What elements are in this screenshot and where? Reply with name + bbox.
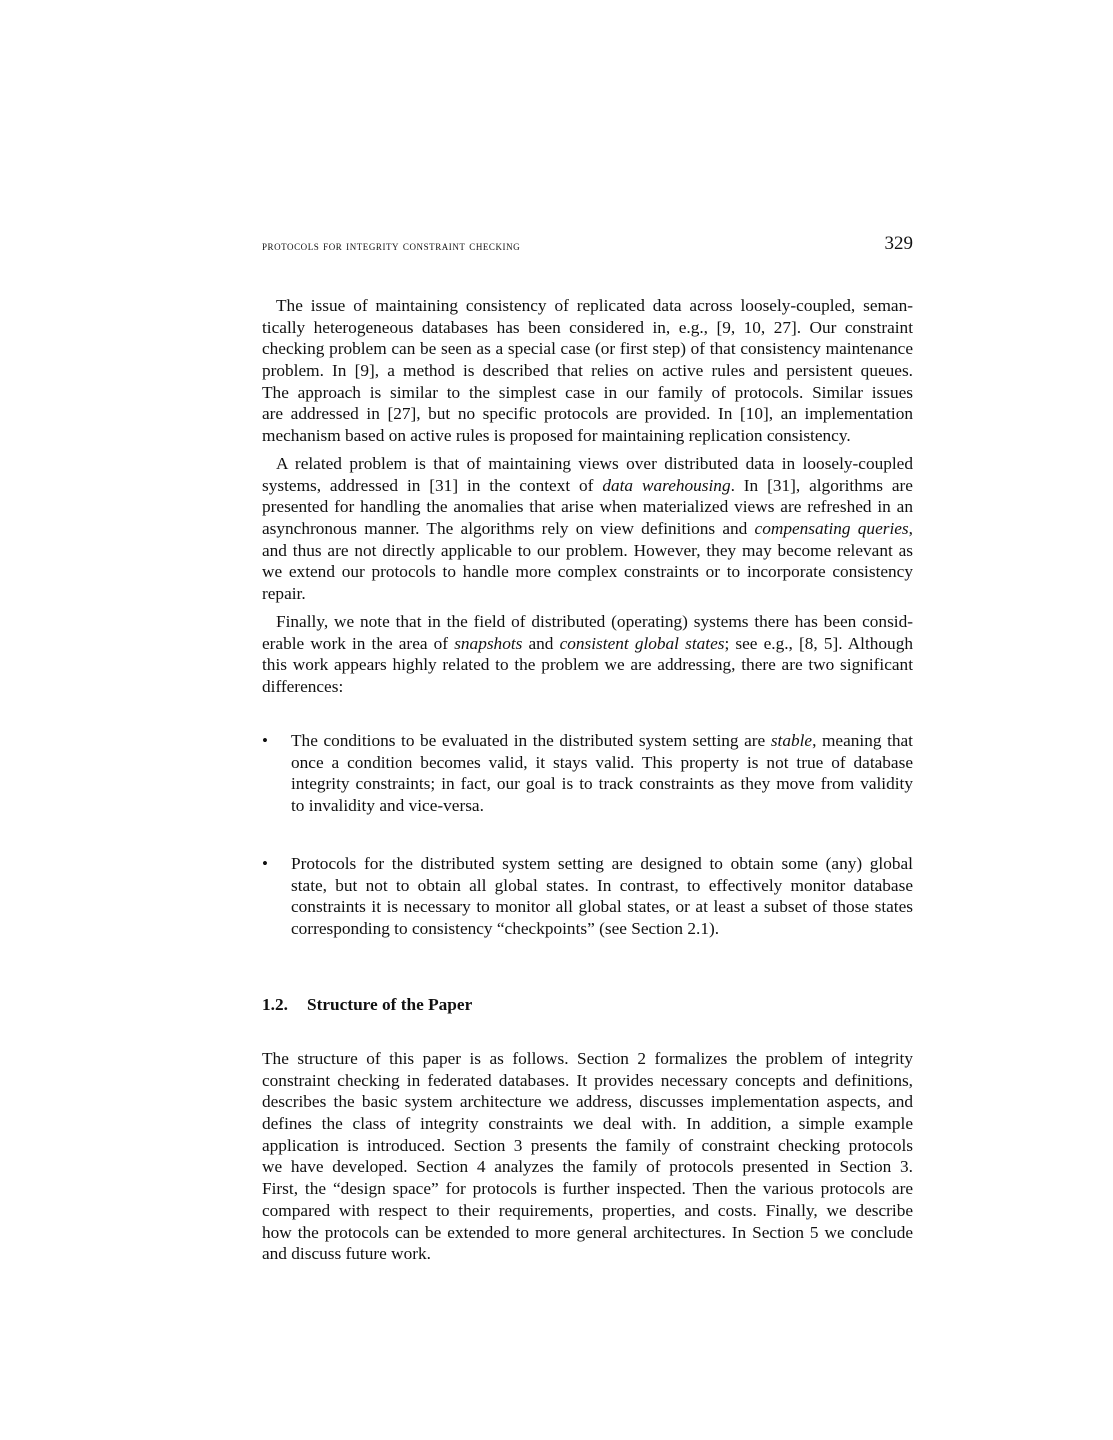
text-line [262, 1113, 913, 1135]
text-run: A related problem is that of maintaining views over distributed data in loosely-coupled [276, 454, 913, 473]
text-line [262, 540, 913, 562]
text-run: erable work in the area of [262, 633, 455, 653]
text-line [291, 752, 913, 774]
emphasized-text: consistent global states [559, 633, 725, 653]
text-line [262, 611, 913, 633]
text-run: we have developed. Section 4 analyzes the family of protocols presented in Section 3. [262, 1157, 913, 1177]
bullet-text [291, 730, 913, 817]
paragraph-views [262, 453, 913, 605]
text-line [262, 1091, 913, 1113]
text-line [262, 1135, 913, 1157]
text-run: and discuss future work. [262, 1244, 431, 1264]
emphasized-text: stable [770, 731, 813, 750]
text-line [262, 561, 913, 583]
text-line [262, 633, 913, 655]
text-run: differences: [262, 677, 344, 697]
text-line [262, 1048, 913, 1070]
text-line [291, 773, 913, 795]
text-run: describes the basic system architecture we address, discusses implementation aspects, and [262, 1092, 913, 1112]
text-run: we extend our protocols to handle more complex constraints or to incorporate consistency [262, 562, 913, 582]
text-line [262, 654, 913, 676]
text-run: to invalidity and vice-versa. [291, 796, 484, 816]
text-run: checking problem can be seen as a special case (or first step) of that consistency maintenance [262, 339, 913, 359]
text-run: The conditions to be evaluated in the distributed system setting are [291, 731, 771, 750]
text-line [262, 475, 913, 497]
section-number: 1.2. [262, 995, 288, 1014]
paragraph-structure [262, 1048, 913, 1265]
text-line [262, 382, 913, 404]
text-line [262, 518, 913, 540]
text-run: Finally, we note that in the field of distributed (operating) systems there has been consid- [276, 612, 913, 631]
text-run: how the protocols can be extended to more general architectures. In Section 5 we conclude [262, 1222, 913, 1242]
text-line [262, 338, 913, 360]
text-run: mechanism based on active rules is proposed for maintaining replication consistency. [262, 426, 851, 446]
text-run: The structure of this paper is as follows. Section 2 formalizes the problem of integrity [262, 1049, 913, 1068]
text-run: corresponding to consistency “checkpoints” (see Section 2.1). [291, 919, 720, 939]
text-line [262, 1200, 913, 1222]
text-run: repair. [262, 584, 306, 604]
text-line [262, 295, 913, 317]
emphasized-text: data warehousing [602, 475, 731, 495]
text-run: , meaning that [812, 731, 913, 750]
text-run: integrity constraints; in fact, our goal is to track constraints as they move from validity [291, 774, 913, 794]
text-run: . In [31], algorithms are [730, 475, 913, 495]
section-heading [262, 994, 472, 1016]
text-run: state, but not to obtain all global states. In contrast, to effectively monitor database [291, 875, 913, 895]
text-line [262, 583, 913, 605]
text-line [291, 896, 913, 918]
text-run: compared with respect to their requirements, properties, and costs. Finally, we describe [262, 1200, 913, 1220]
text-run: First, the “design space” for protocols is further inspected. Then the various protocols are [262, 1179, 913, 1199]
text-line [262, 403, 913, 425]
text-run: defines the class of integrity constraints we deal with. In addition, a simple example [262, 1114, 913, 1134]
text-line [262, 1243, 913, 1265]
bullet-text [291, 853, 913, 940]
text-run: tically heterogeneous databases has been considered in, e.g., [9, 10, 27]. Our constraint [262, 317, 913, 337]
paragraph-snapshots [262, 611, 913, 698]
text-run: constraint checking in federated databases. It provides necessary concepts and definitions, [262, 1070, 913, 1090]
section-title: Structure of the Paper [307, 995, 473, 1014]
emphasized-text: compensating queries [754, 519, 909, 539]
emphasized-text: snapshots [454, 633, 523, 653]
running-head [262, 233, 913, 257]
text-run: Protocols for the distributed system setting are designed to obtain some (any) global [291, 854, 913, 873]
text-line [262, 425, 913, 447]
text-run: once a condition becomes valid, it stays valid. This property is not true of database [291, 752, 913, 772]
text-run: constraints it is necessary to monitor all global states, or at least a subset of those states [291, 897, 913, 917]
text-run: problem. In [9], a method is described that relies on active rules and persistent queues. [262, 361, 913, 381]
text-line [291, 730, 913, 752]
paragraph-replication [262, 295, 913, 447]
running-title: protocols for integrity constraint checking [262, 238, 521, 253]
text-run: ; see e.g., [8, 5]. Although [724, 633, 913, 653]
text-run: and thus are not directly applicable to our problem. However, they may become relevant as [262, 540, 913, 560]
text-line [262, 1222, 913, 1244]
text-run: this work appears highly related to the problem we are addressing, there are two significant [262, 655, 913, 675]
text-run: presented for handling the anomalies that arise when materialized views are refreshed in an [262, 497, 913, 517]
text-line [262, 496, 913, 518]
text-line [291, 918, 913, 940]
text-run: and [522, 633, 560, 653]
text-run: asynchronous manner. The algorithms rely on view definitions and [262, 519, 755, 539]
text-line [262, 360, 913, 382]
text-run: The approach is similar to the simplest case in our family of protocols. Similar issues [262, 382, 913, 402]
text-line [262, 1156, 913, 1178]
text-run: , [908, 519, 913, 539]
text-run: The issue of maintaining consistency of replicated data across loosely-coupled, seman- [276, 296, 913, 315]
text-line [291, 875, 913, 897]
text-run: are addressed in [27], but no specific protocols are provided. In [10], an implementation [262, 404, 913, 424]
page-number: 329 [884, 233, 913, 254]
bullet-icon: • [262, 854, 268, 873]
text-line [262, 676, 913, 698]
text-line [262, 317, 913, 339]
text-line [262, 1070, 913, 1092]
text-line [262, 1178, 913, 1200]
text-run: application is introduced. Section 3 presents the family of constraint checking protocols [262, 1135, 913, 1155]
text-line [291, 853, 913, 875]
bullet-icon: • [262, 731, 268, 750]
text-run: systems, addressed in [31] in the context of [262, 475, 603, 495]
text-line [291, 795, 913, 817]
text-line [262, 453, 913, 475]
